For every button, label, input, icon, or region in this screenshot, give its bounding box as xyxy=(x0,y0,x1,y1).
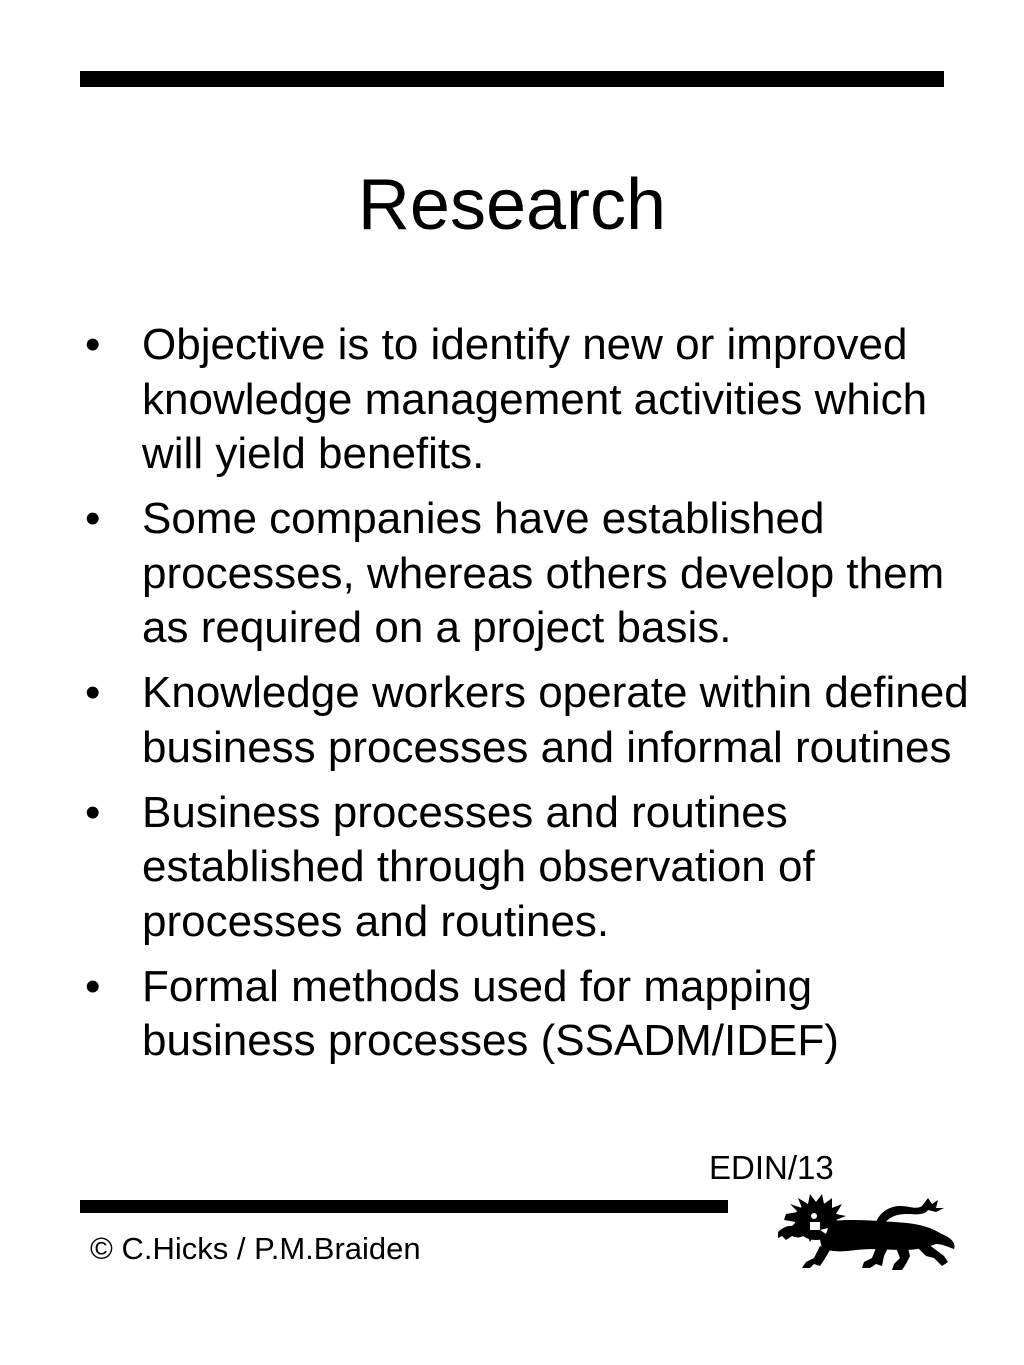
bullet-item xyxy=(80,492,980,656)
bullet-item xyxy=(80,666,980,775)
bullet-list xyxy=(80,318,980,1079)
bullet-text: Formal methods used for mapping business processes (SSADM/IDEF) xyxy=(142,961,839,1065)
copyright-text: © C.Hicks / P.M.Braiden xyxy=(90,1231,421,1266)
bullet-text: Business processes and routines established through observation of processes and routines. xyxy=(142,787,815,946)
bullet-text: Knowledge workers operate within defined business processes and informal routines xyxy=(142,668,969,772)
bullet-marker: • xyxy=(85,668,101,717)
bullet-marker: • xyxy=(85,494,101,543)
bullet-marker: • xyxy=(85,320,101,369)
top-divider xyxy=(80,71,944,87)
bullet-item xyxy=(80,786,980,950)
slide-number-label: EDIN/13 xyxy=(709,1149,834,1186)
slide-title: Research xyxy=(357,165,667,245)
bullet-item xyxy=(80,318,980,482)
bottom-divider xyxy=(80,1200,728,1213)
bullet-item xyxy=(80,960,980,1069)
bullet-marker: • xyxy=(85,787,101,837)
bullet-text: Some companies have established processes, whereas others develop them as required on a project basis. xyxy=(142,494,945,652)
bullet-marker: • xyxy=(85,961,101,1011)
heraldic-lion-icon xyxy=(776,1192,972,1274)
bullet-text: Objective is to identify new or improved knowledge management activities which will yield benefits. xyxy=(142,320,928,478)
